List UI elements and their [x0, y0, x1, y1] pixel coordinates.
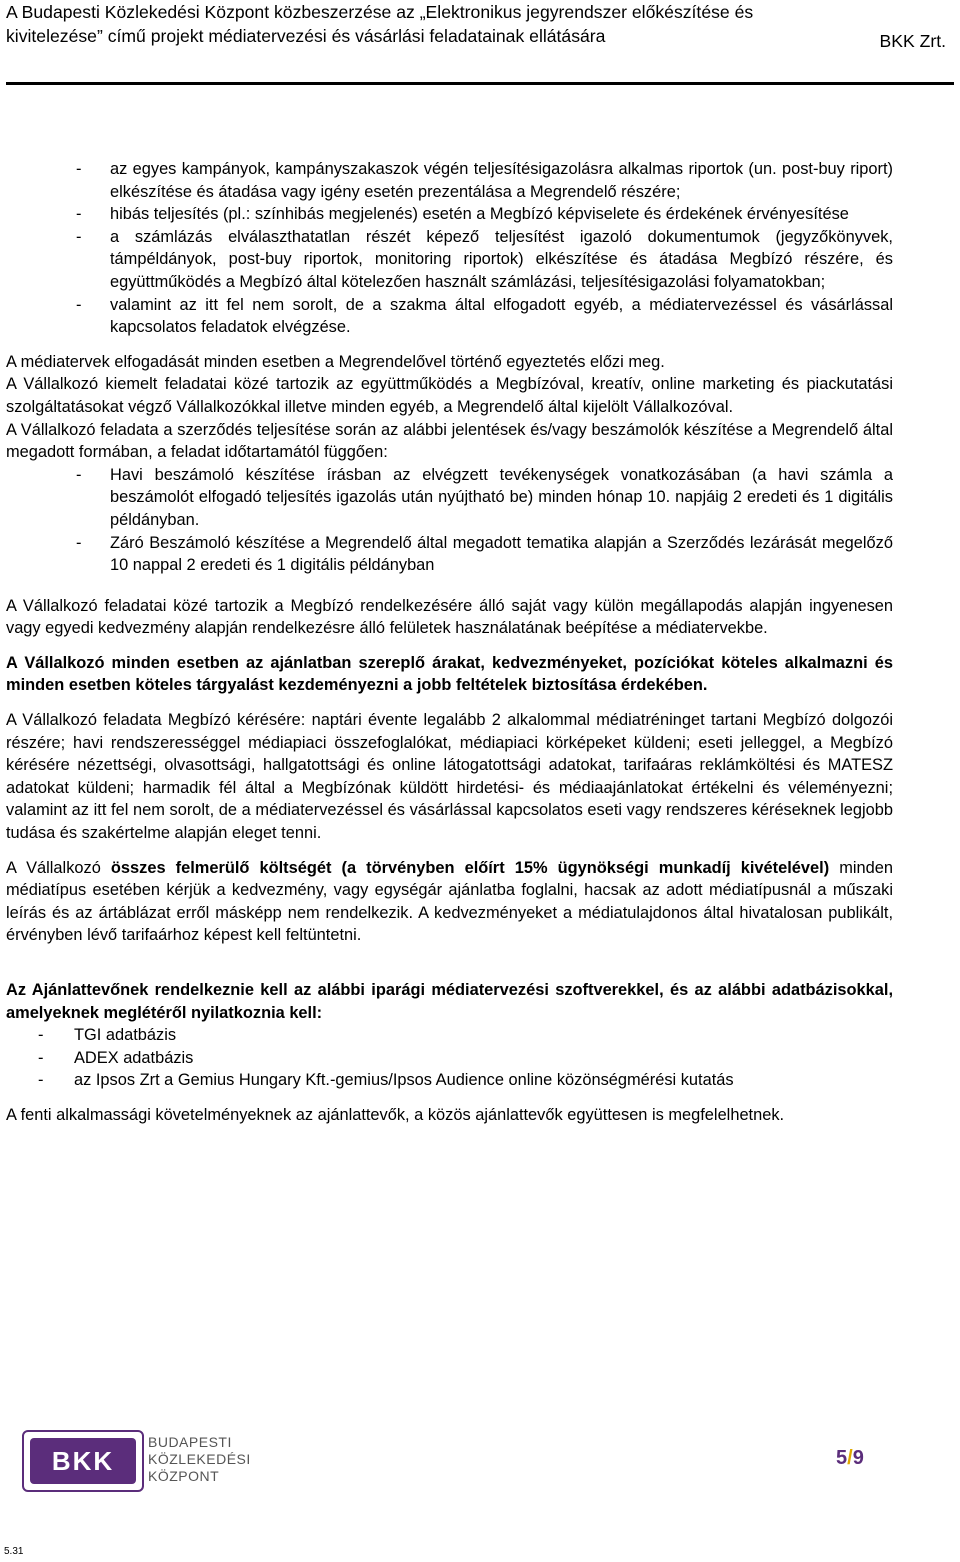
logo-wordmark: [148, 1434, 251, 1485]
paragraph: A Vállalkozó feladatai közé tartozik a Megbízó rendelkezésére álló saját vagy külön megállapodás alapján ingyenesen vagy egyedi kedvezmény alapján rendelkezésre álló felületek használatának beépítése a médiatervekbe.: [6, 596, 893, 638]
report-list: [6, 464, 893, 577]
bkk-logo: [22, 1430, 262, 1490]
task-list: [6, 158, 893, 339]
text-span: A Vállalkozó: [6, 858, 111, 877]
document-body: [6, 158, 893, 1127]
database-list: [6, 1024, 893, 1092]
page-separator: /: [847, 1447, 853, 1469]
header-org: BKK Zrt.: [879, 31, 946, 51]
list-item: - ADEX adatbázis: [6, 1047, 893, 1070]
paragraph: A Vállalkozó kiemelt feladatai közé tartozik az együttműködés a Megbízóval, kreatív, online marketing és piackutatási szolgáltatásokat végző Vállalkozókkal illetve minden egyéb, a Megrendelő által kijelölt Vállalkozóval.: [6, 375, 893, 416]
version-label: 5.31: [4, 1546, 24, 1557]
header-title: A Budapesti Közlekedési Központ közbeszerzése az „Elektronikus jegyrendszer előkészítése és kivitelezése” című projekt médiatervezési és vásárlási feladatainak ellátására: [6, 2, 754, 46]
page-total: 9: [852, 1447, 864, 1469]
paragraph-bold: Az Ajánlattevőnek rendelkeznie kell az alábbi iparági médiatervezési szoftverekkel, és az alábbi adatbázisokkal, amelyeknek meglétéről nyilatkoznia kell:: [6, 981, 893, 1022]
page-current: 5: [836, 1447, 848, 1469]
list-item: - Záró Beszámoló készítése a Megrendelő által megadott tematika alapján a Szerződés lezárását megelőző 10 nappal 2 eredeti és 1 digitális példányban: [6, 532, 893, 577]
logo-line: KÖZPONT: [148, 1468, 220, 1484]
logo-line: KÖZLEKEDÉSI: [148, 1451, 251, 1467]
paragraph: A Vállalkozó feladata a szerződés teljesítése során az alábbi jelentések és/vagy beszámolók készítése a Megrendelő által megadott formában, a feladat időtartamától függően:: [6, 420, 893, 462]
paragraph: A médiatervek elfogadását minden esetben a Megrendelővel történő egyeztetés előzi meg.: [6, 352, 665, 371]
paragraph: A fenti alkalmassági követelményeknek az ajánlattevők, a közös ajánlattevők együttesen is megfelelhetnek.: [6, 1105, 785, 1124]
paragraph-mixed: [6, 857, 893, 947]
list-item: - TGI adatbázis: [6, 1024, 893, 1047]
list-item: - Havi beszámoló készítése írásban az elvégzett tevékenységek vonatkozásában (a havi számla a beszámolót elfogadó teljesítés igazolás után nyújtható be) minden hónap 10. napjáig 2 eredeti és 1 digitális példányban.: [6, 464, 893, 532]
paragraph: A Vállalkozó feladata Megbízó kérésére: naptári évente legalább 2 alkalommal médiatréninget tartani Megbízó dolgozói részére; havi rendszerességgel médiapiaci összefoglalókat, médiapiaci körképeket küldeni; eseti jelleggel, a Megbízó kérésére nézettségi, olvasottsági, hallgatottsági és online látogatottsági adatokat, tarifaáras reklámköltési és MATESZ adatokat küldeni; harmadik fél által a Megbízónak küldött hirdetési- és médiaajánlatokat értékelni és véleményezni; valamint az itt fel nem sorolt, de a médiatervezéssel és vásárlással kapcsolatos eseti vagy rendszeres kéréseknek legjobb tudása és szakértelme alapján eleget tenni.: [6, 711, 893, 843]
list-item: - az egyes kampányok, kampányszakaszok végén teljesítésigazolásra alkalmas riportok (un. post-buy riport) elkészítése és átadása vagy igény esetén prezentálása a Megrendelő részére;: [6, 158, 893, 203]
list-item: - hibás teljesítés (pl.: színhibás megjelenés) esetén a Megbízó képviselete és érdekének érvényesítése: [6, 203, 893, 226]
logo-line: BUDAPESTI: [148, 1434, 232, 1450]
list-item: - az Ipsos Zrt a Gemius Hungary Kft.-gemius/Ipsos Audience online közönségmérési kutatás: [6, 1069, 893, 1092]
text-span: minden médiatípus esetében kérjük a kedvezmény, vagy egységár ajánlatba foglalni, hacsak az adott médiatípusnál a műszaki leírás és az ártáblázat erről másképp nem rendelkezik. A kedvezményeket a médiatulajdonos által hivatalosan publikált, érvényben lévő tarifaárhoz képest kell feltüntetni.: [6, 858, 893, 945]
page-header: [6, 0, 954, 85]
list-item: - a számlázás elválaszthatatlan részét képező teljesítést igazoló dokumentumok (jegyzőkönyvek, támpéldányok, post-buy riportok, monitoring riportok) elkészítése és átadása Megbízó részére, és együttműködés a Megbízó által kötelezően használt számlázási, teljesítésigazolási folyamatokban;: [6, 226, 893, 294]
logo-mark: [22, 1430, 144, 1492]
paragraph-bold: A Vállalkozó minden esetben az ajánlatban szereplő árakat, kedvezményeket, pozíciókat köteles alkalmazni és minden esetben köteles tárgyalást kezdeményezni a jobb feltételek biztosítása érdekében.: [6, 653, 893, 695]
logo-mark-text: BKK: [30, 1438, 136, 1484]
list-item: - valamint az itt fel nem sorolt, de a szakma által elfogadott egyéb, a médiatervezéssel és vásárlással kapcsolatos feladatok elvégzése.: [6, 294, 893, 339]
text-span-bold: összes felmerülő költségét (a törvényben előírt 15% ügynökségi munkadíj kivételével): [110, 858, 830, 877]
page-number: [836, 1447, 864, 1470]
